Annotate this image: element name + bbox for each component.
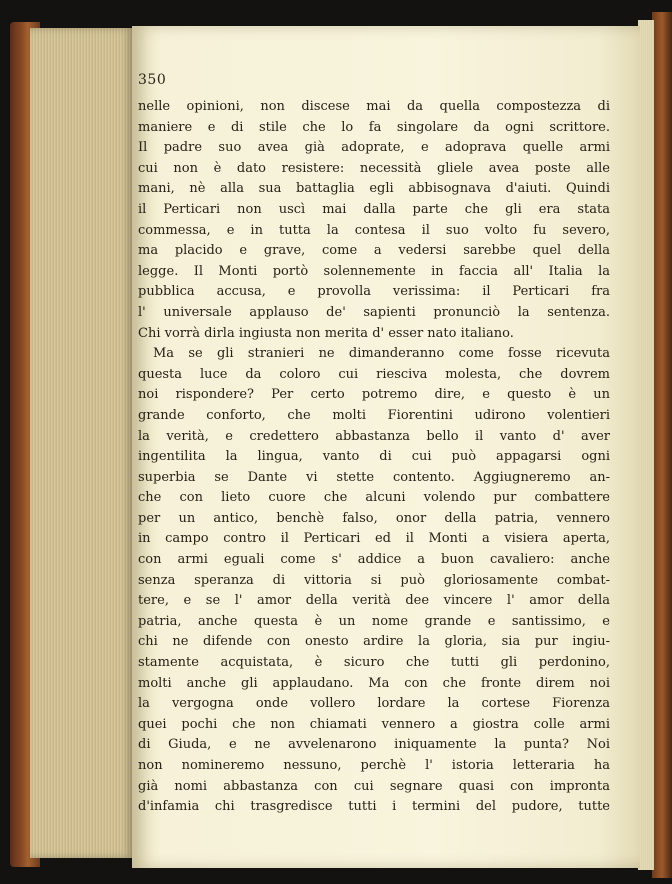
text-line: nelle opinioni, non discese mai da quella compostezza di <box>138 99 610 114</box>
text-line: il Perticari non uscì mai dalla parte che gli era stata <box>138 201 610 217</box>
right-page-edges <box>638 20 654 870</box>
text-line: senza speranza di vittoria si può gloriosamente combat- <box>138 572 610 588</box>
text-line: pubblica accusa, e provolla verissima: il Perticari fra <box>138 284 610 300</box>
text-line: legge. Il Monti portò solennemente in faccia all' Italia la <box>138 263 610 279</box>
left-page-edges <box>30 28 134 858</box>
text-line: Il padre suo avea già adoprate, e adoprava quelle armi <box>138 140 610 156</box>
page-text <box>138 97 610 818</box>
text-line: questa luce da coloro cui riesciva molesta, che dovrem <box>138 366 610 382</box>
text-line: noi rispondere? Per certo potremo dire, e questo è un <box>138 387 610 403</box>
text-line: la vergogna onde vollero lordare la cortese Fiorenza <box>138 696 610 712</box>
text-line: commessa, e in tutta la contesa il suo volto fu severo, <box>138 222 610 238</box>
text-line: ma placido e grave, come a vedersi sarebbe quel della <box>138 243 610 259</box>
text-line: Chi vorrà dirla ingiusta non merita d' esser nato italiano. <box>138 325 514 341</box>
text-line: quei pochi che non chiamati vennero a giostra colle armi <box>138 716 610 732</box>
text-line: tere, e se l' amor della verità dee vincere l' amor della <box>138 593 610 609</box>
text-line: d'infamia chi trasgredisce tutti i termini del pudore, tutte <box>138 799 610 815</box>
text-line: la verità, e credettero abbastanza bello il vanto d' aver <box>138 428 610 444</box>
text-line: per un antico, benchè falso, onor della patria, vennero <box>138 510 610 526</box>
text-line: che con lieto cuore che alcuni volendo pur combattere <box>138 490 610 506</box>
text-line: cui non è dato resistere: necessità gliele avea poste alle <box>138 160 610 176</box>
text-line: chi ne difende con onesto ardire la gloria, sia pur ingiu- <box>138 634 610 650</box>
text-line: già nomi abbastanza con cui segnare quasi con impronta <box>138 778 610 794</box>
page-number: 350 <box>138 72 167 88</box>
text-line: con armi eguali come s' addice a buon cavaliero: anche <box>138 552 610 568</box>
text-line: stamente acquistata, è sicuro che tutti gli perdonino, <box>138 655 610 671</box>
text-line: molti anche gli applaudano. Ma con che fronte direm noi <box>138 675 610 691</box>
text-line: superbia se Dante vi stette contento. Aggiugneremo an- <box>138 469 610 485</box>
text-line: non nomineremo nessuno, perchè l' istoria letteraria ha <box>138 758 610 773</box>
text-line: patria, anche questa è un nome grande e santissimo, e <box>138 613 610 629</box>
text-line: l' universale applauso de' sapienti pronunciò la sentenza. <box>138 304 610 320</box>
text-line: di Giuda, e ne avvelenarono iniquamente la punta? Noi <box>138 737 610 753</box>
text-line: mani, nè alla sua battaglia egli abbisognava d'aiuti. Quindi <box>138 181 610 197</box>
text-line: Ma se gli stranieri ne dimanderanno come fosse ricevuta <box>153 346 610 362</box>
text-line: maniere e di stile che lo fa singolare da ogni scrittore. <box>138 119 610 135</box>
text-line: in campo contro il Perticari ed il Monti a visiera aperta, <box>138 531 610 547</box>
text-line: ingentilita la lingua, vanto di cui può appagarsi ogni <box>138 449 610 465</box>
text-line: grande conforto, che molti Fiorentini udirono volentieri <box>138 407 610 423</box>
right-cover <box>652 12 672 878</box>
